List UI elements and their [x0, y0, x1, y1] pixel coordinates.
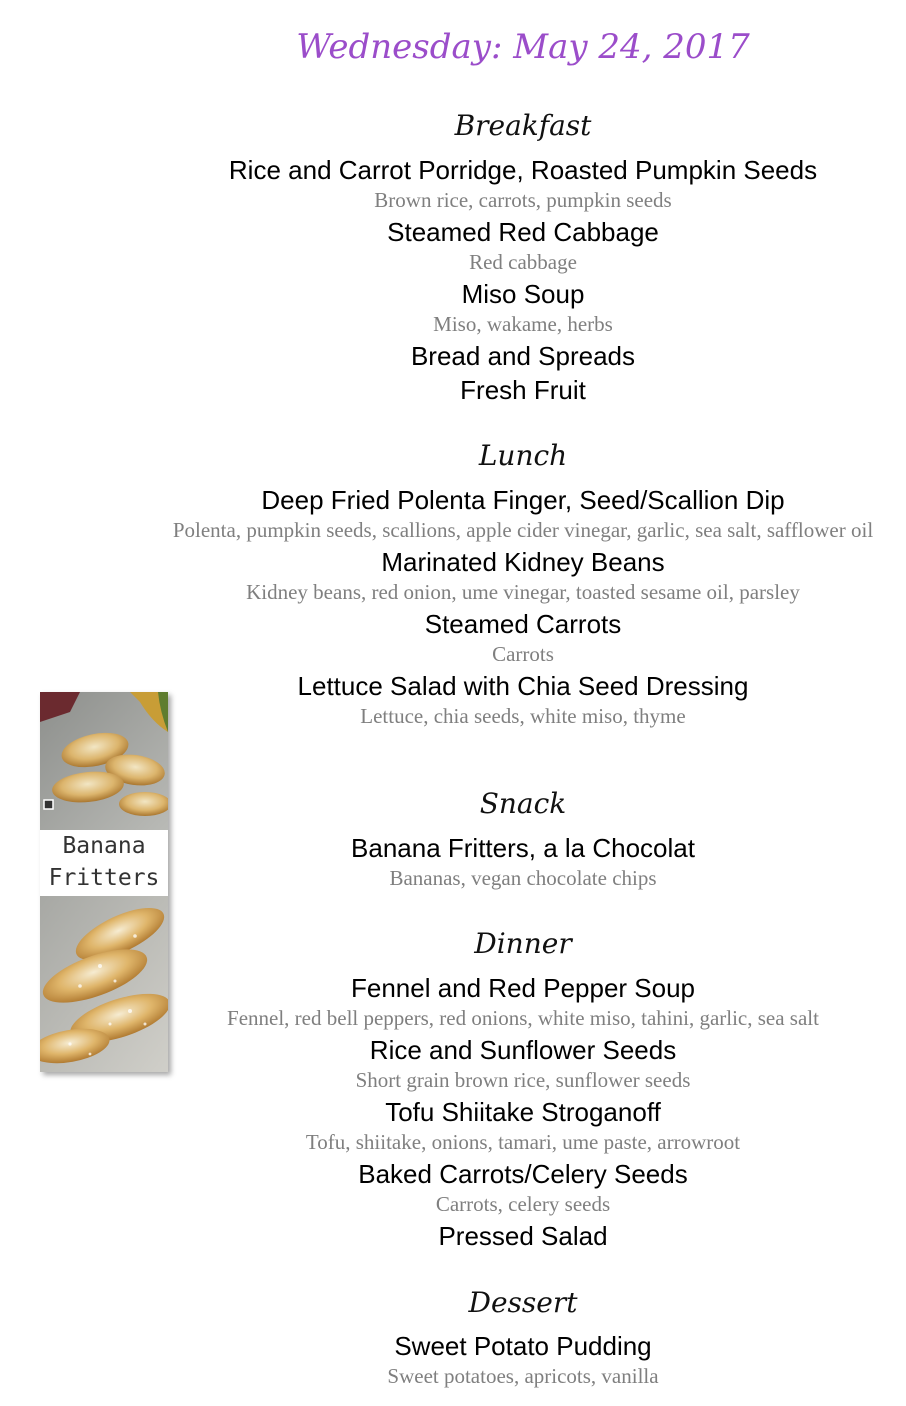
page-title: Wednesday: May 24, 2017 [296, 27, 750, 67]
dish-name: Sweet Potato Pudding [394, 1331, 652, 1361]
dish-description: Short grain brown rice, sunflower seeds [355, 1068, 691, 1092]
dish-name: Rice and Carrot Porridge, Roasted Pumpkin Seeds [228, 155, 818, 185]
dish-name: Steamed Red Cabbage [387, 217, 659, 247]
banana-fritters-photo [40, 692, 168, 1072]
dish-description: Carrots, celery seeds [435, 1192, 611, 1216]
fritters-photo-bottom [40, 896, 168, 1072]
dish-name: Fennel and Red Pepper Soup [350, 973, 696, 1003]
dish-name: Banana Fritters, a la Chocolat [351, 833, 695, 863]
section-heading-snack: Snack [479, 787, 567, 820]
section-heading-breakfast: Breakfast [454, 109, 592, 142]
section-heading-lunch: Lunch [478, 439, 568, 472]
dish-description: Bananas, vegan chocolate chips [389, 866, 657, 890]
dish-description: Kidney beans, red onion, ume vinegar, toasted sesame oil, parsley [246, 580, 800, 604]
side-image-caption [40, 830, 168, 896]
dish-description: Carrots [492, 642, 554, 666]
dish-name: Baked Carrots/Celery Seeds [358, 1159, 688, 1189]
dish-description: Miso, wakame, herbs [433, 312, 613, 336]
dish-description: Tofu, shiitake, onions, tamari, ume paste, arrowroot [305, 1130, 741, 1154]
dish-description: Sweet potatoes, apricots, vanilla [387, 1364, 659, 1388]
dish-description: Brown rice, carrots, pumpkin seeds [374, 188, 672, 212]
section-heading-dessert: Dessert [468, 1286, 578, 1319]
dish-description: Fennel, red bell peppers, red onions, white miso, tahini, garlic, sea salt [227, 1006, 819, 1030]
dish-description: Red cabbage [469, 250, 577, 274]
fritters-photo-top [40, 692, 168, 830]
section-heading-dinner: Dinner [474, 927, 572, 960]
dish-name: Lettuce Salad with Chia Seed Dressing [297, 671, 749, 701]
dish-name: Marinated Kidney Beans [381, 547, 665, 577]
caption-line-2: Fritters [48, 865, 160, 891]
dish-name: Miso Soup [461, 279, 585, 309]
dish-name: Pressed Salad [438, 1221, 608, 1251]
dish-description: Lettuce, chia seeds, white miso, thyme [360, 704, 686, 728]
dish-name: Tofu Shiitake Stroganoff [385, 1097, 661, 1127]
dish-name: Fresh Fruit [460, 375, 586, 405]
dish-name: Deep Fried Polenta Finger, Seed/Scallion Dip [261, 485, 785, 515]
caption-line-1: Banana [62, 833, 146, 859]
dish-description: Polenta, pumpkin seeds, scallions, apple cider vinegar, garlic, sea salt, safflower oil [172, 518, 874, 542]
dish-name: Rice and Sunflower Seeds [369, 1035, 677, 1065]
dish-name: Steamed Carrots [424, 609, 622, 639]
dish-name: Bread and Spreads [410, 341, 636, 371]
